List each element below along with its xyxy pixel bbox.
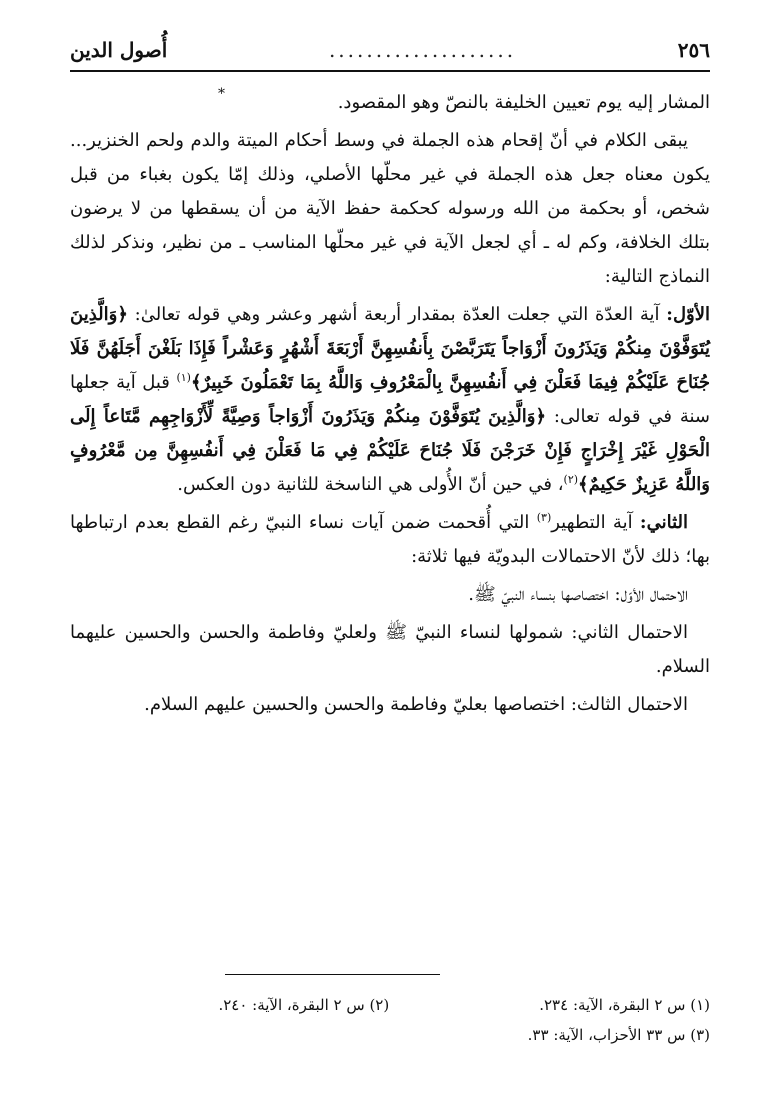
footnote-1: (١) س ٢ البقرة، الآية: ٢٣٤. bbox=[539, 996, 710, 1014]
footnote-2: (٢) س ٢ البقرة، الآية: ٢٤٠. bbox=[218, 996, 390, 1014]
example-1-text-1: آية العدّة التي جعلت العدّة بمقدار أربعة أشهر وعشر وهي قوله تعالىٰ: bbox=[134, 304, 660, 325]
footnote-ref-2: (٢) bbox=[563, 473, 579, 486]
possibility-1: الاحتمال الأوّل: اختصاصها بنساء النبيّ ﷺ. bbox=[468, 584, 688, 605]
body-text bbox=[70, 86, 710, 726]
quran-verse-1: ﴿وَالَّذِينَ يُتَوَفَّوْنَ مِنكُمْ وَيَذَرُونَ أَزْوَاجاً يَتَرَبَّصْنَ بِأَنفُسِهِنَّ أَرْبَعَةَ أَشْهُرٍ وَعَشْراً فَإِذَا بَلَغْنَ أَجَلَهُنَّ فَلَا جُنَاحَ عَلَيْكُمْ فِيمَا فَعَلْنَ فِي أَنفُسِهِنَّ بِالْمَعْرُوفِ وَاللَّهُ بِمَا تَعْمَلُونَ خَبِيرٌ﴾ bbox=[70, 304, 710, 393]
page-header bbox=[70, 30, 710, 72]
footnotes bbox=[70, 990, 710, 1050]
book-page bbox=[70, 30, 710, 1070]
footnote-row-1 bbox=[70, 990, 710, 1020]
example-1-text-3: ، في حين أنّ الأُولى هي الناسخة للثانية دون العكس. bbox=[177, 474, 564, 495]
paragraph-1: المشار إليه يوم تعيين الخليفة بالنصّ وهو المقصود. bbox=[337, 92, 710, 113]
example-2-text-2: التي أُقحمت ضمن آيات نساء النبيّ رغم القطع بعدم ارتباطها بها؛ ذلك لأنّ الاحتمالات البدويّة فيها ثلاثة: bbox=[70, 512, 710, 567]
paragraph-2: يبقى الكلام في أنّ إقحام هذه الجملة في وسط أحكام الميتة والدم ولحم الخنزير... يكون معناه جعل هذه الجملة في غير محلّها الأصلي، وذلك إمّا يكون بغباء من قبل شخص، أو بحكمة من الله ورسوله كحكمة حفظ الآية من أن يسقطها من لا يرضون بتلك الخلافة، وكم له ـ أي لجعل الآية في غير محلّها المناسب ـ من نظير، ونذكر لذلك النماذج التالية: bbox=[70, 130, 711, 287]
footnote-separator bbox=[225, 974, 440, 975]
book-title: أُصول الدين bbox=[70, 38, 168, 62]
quran-verse-2: ﴿وَالَّذِينَ يُتَوَفَّوْنَ مِنكُمْ وَيَذَرُونَ أَزْوَاجاً وَصِيَّةً لِّأَزْوَاجِهِم مَّتَاعاً إِلَى الْحَوْلِ غَيْرَ إِخْرَاجٍ فَإِنْ خَرَجْنَ فَلَا جُنَاحَ عَلَيْكُمْ فِي مَا فَعَلْنَ فِي أَنفُسِهِنَّ مِن مَّعْرُوفٍ وَاللَّهُ عَزِيزٌ حَكِيمٌ﴾ bbox=[70, 406, 710, 495]
footnote-3: (٣) س ٣٣ الأحزاب، الآية: ٣٣. bbox=[527, 1026, 710, 1044]
possibility-2: الاحتمال الثاني: شمولها لنساء النبيّ ﷺ ولعليّ وفاطمة والحسن والحسين عليهما السلام. bbox=[70, 622, 710, 677]
possibility-3: الاحتمال الثالث: اختصاصها بعليّ وفاطمة والحسن والحسين عليهم السلام. bbox=[144, 694, 688, 715]
asterisk-mark: * bbox=[218, 86, 225, 102]
example-2 bbox=[70, 506, 710, 574]
example-1 bbox=[70, 298, 710, 502]
footnote-ref-3: (٣) bbox=[536, 511, 552, 524]
page-number: ٢٥٦ bbox=[677, 38, 710, 62]
footnote-row-2 bbox=[70, 1020, 710, 1050]
example-1-text-2: قبل آية جعلها سنة في قوله تعالى: bbox=[70, 372, 710, 427]
example-2-text-1: آية التطهير bbox=[551, 512, 633, 533]
example-2-lead: الثاني: bbox=[639, 512, 688, 533]
header-dots: .................... bbox=[328, 38, 517, 62]
example-1-lead: الأوّل: bbox=[666, 304, 710, 325]
footnote-ref-1: (١) bbox=[176, 371, 191, 384]
